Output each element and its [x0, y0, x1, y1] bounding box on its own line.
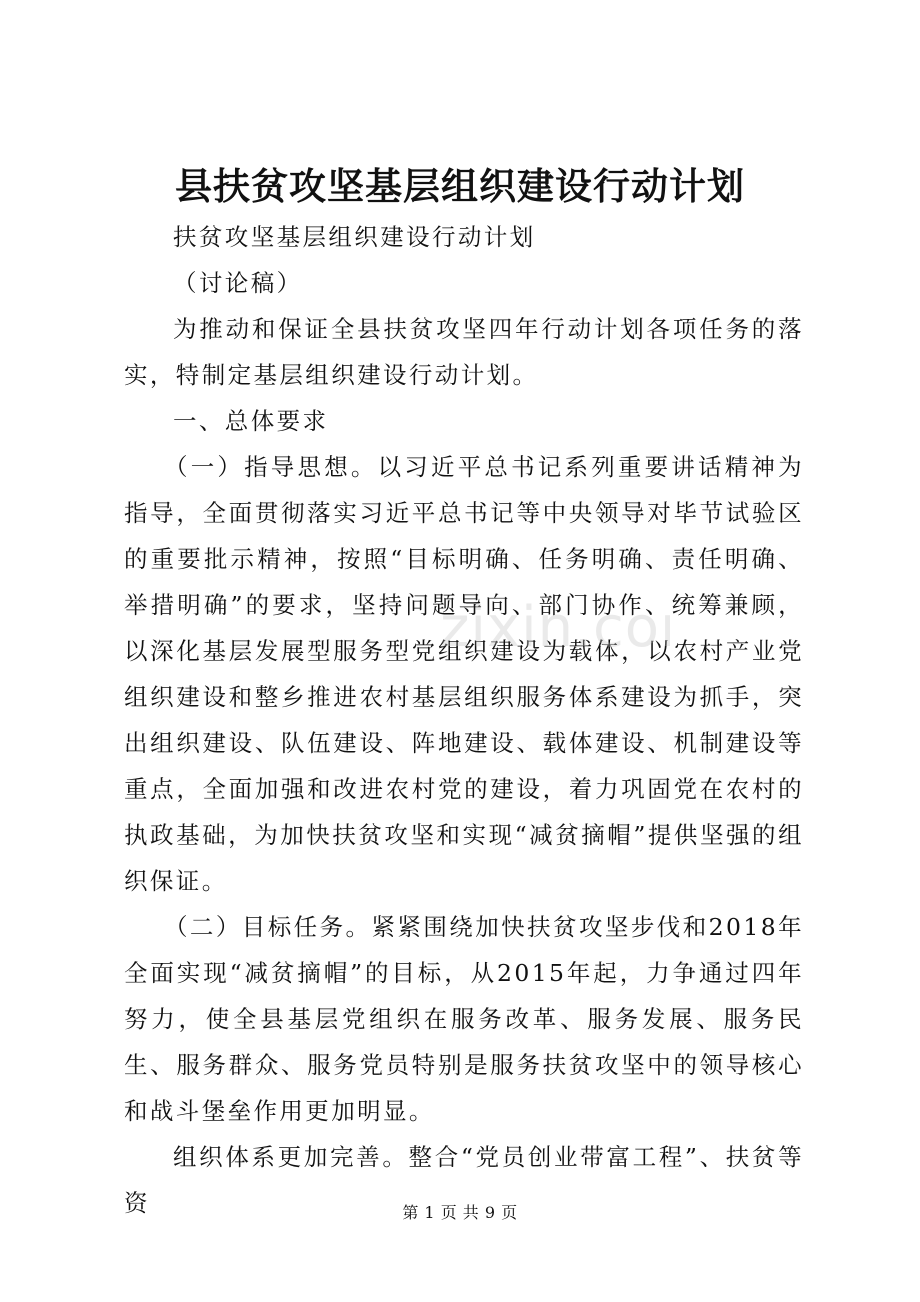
document-title: 县扶贫攻坚基层组织建设行动计划 [175, 164, 745, 208]
draft-note: （讨论稿） [173, 269, 303, 297]
paragraph-guiding-ideology: （一）指导思想。以习近平总书记系列重要讲话精神为指导，全面贯彻落实习近平总书记等中央领导对毕节试验区的重要批示精神，按照“目标明确、任务明确、责任明确、举措明确”的要求，坚持问题导向、部门协作、统筹兼顾，以深化基层发展型服务型党组织建设为载体，以农村产业党组织建设和整乡推进农村基层组织服务体系建设为抓手，突出组织建设、队伍建设、阵地建设、载体建设、机制建设等重点，全面加强和改进农村党的建设，着力巩固党在农村的执政基础，为加快扶贫攻坚和实现“减贫摘帽”提供坚强的组织保证。 [124, 453, 804, 895]
paragraph-target-tasks: （二）目标任务。紧紧围绕加快扶贫攻坚步伐和2018年全面实现“减贫摘帽”的目标，从2015年起，力争通过四年努力，使全县基层党组织在服务改革、服务发展、服务民生、服务群众、服务党员特别是服务扶贫攻坚中的领导核心和战斗堡垒作用更加明显。 [124, 913, 804, 1125]
document-body [124, 214, 804, 1226]
document-subtitle: 扶贫攻坚基层组织建设行动计划 [173, 223, 536, 251]
paragraph-organization-system: 组织体系更加完善。整合“党员创业带富工程”、扶贫等资 [124, 1143, 804, 1217]
paragraph-intro: 为推动和保证全县扶贫攻坚四年行动计划各项任务的落实，特制定基层组织建设行动计划。 [124, 315, 804, 389]
page-footer: 第 1 页 共 9 页 [402, 1203, 518, 1222]
section-heading-overall-requirements: 一、总体要求 [173, 407, 329, 435]
svg-text:zixin.com.cn: zixin.co [440, 598, 660, 658]
